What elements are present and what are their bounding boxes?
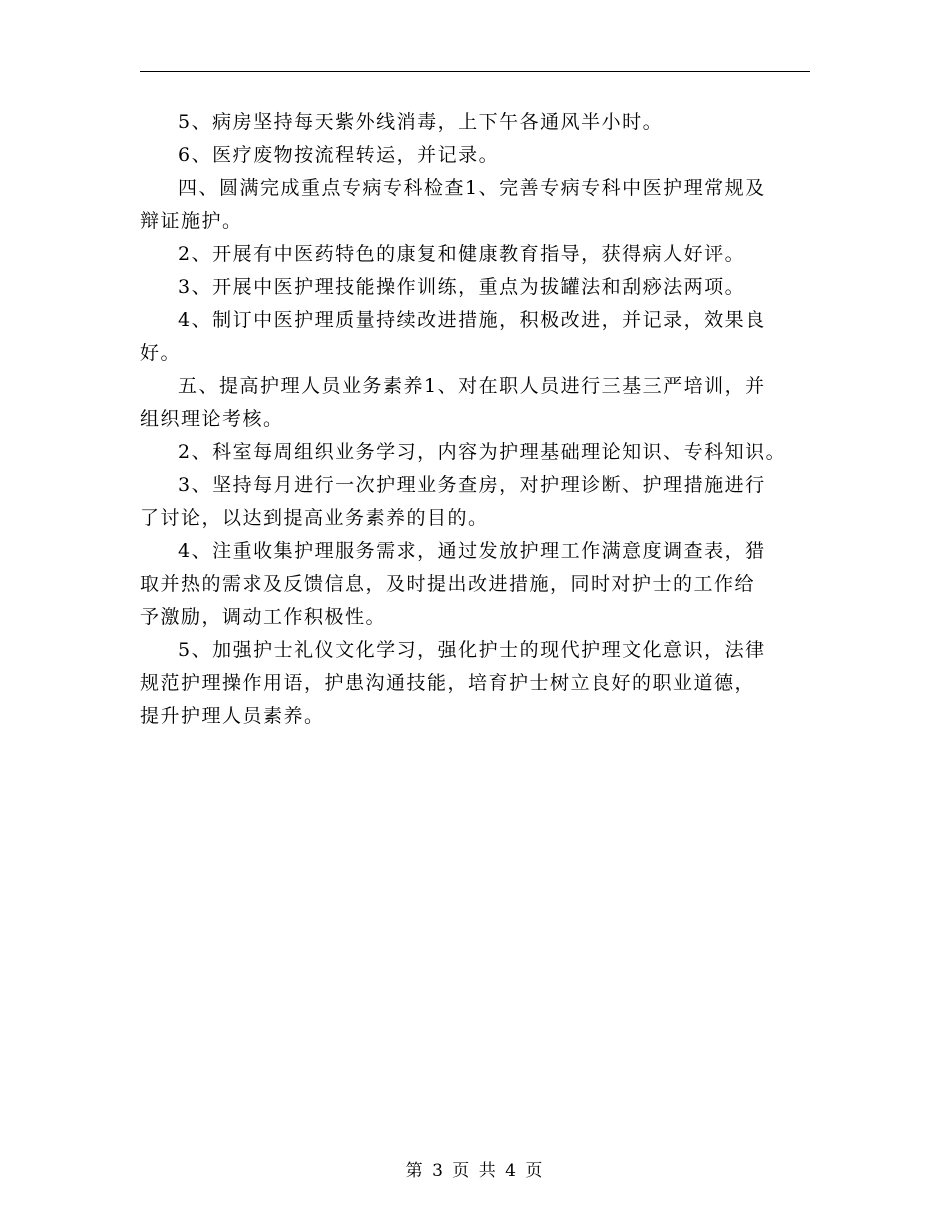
- paragraph: [140, 535, 820, 634]
- paragraph-line: 2、开展有中医药特色的康复和健康教育指导，获得病人好评。: [178, 243, 746, 265]
- paragraph-line: 6、医疗废物按流程转运，并记录。: [178, 144, 500, 166]
- paragraph-line: 3、坚持每月进行一次护理业务查房，对护理诊断、护理措施进行: [178, 474, 766, 496]
- paragraph-line: 5、加强护士礼仪文化学习，强化护士的现代护理文化意识，法律: [178, 639, 766, 661]
- paragraph-line: 提升护理人员素养。: [140, 705, 325, 727]
- paragraph: [140, 304, 820, 370]
- page-number-footer: 第 3 页 共 4 页: [405, 1161, 545, 1181]
- paragraph: [140, 436, 820, 469]
- paragraph-line: 5、病房坚持每天紫外线消毒，上下午各通风半小时。: [178, 111, 664, 133]
- paragraph-line: 4、注重收集护理服务需求，通过发放护理工作满意度调查表，猎: [178, 540, 766, 562]
- paragraph-line: 好。: [140, 342, 182, 364]
- paragraph-line: 了讨论，以达到提高业务素养的目的。: [140, 507, 489, 529]
- paragraph: [140, 238, 820, 271]
- document-body: [140, 106, 820, 733]
- paragraph-line: 辩证施护。: [140, 210, 243, 232]
- paragraph: [140, 271, 820, 304]
- paragraph: [140, 106, 820, 139]
- paragraph-line: 四、圆满完成重点专病专科检查1、完善专病专科中医护理常规及: [178, 177, 766, 199]
- section-heading-paragraph: [140, 172, 820, 238]
- paragraph: [140, 469, 820, 535]
- paragraph-line: 予激励，调动工作积极性。: [140, 606, 387, 628]
- paragraph-line: 取并热的需求及反馈信息，及时提出改进措施，同时对护士的工作给: [140, 573, 756, 595]
- header-rule: [140, 71, 810, 72]
- paragraph-line: 组织理论考核。: [140, 408, 284, 430]
- paragraph-line: 4、制订中医护理质量持续改进措施，积极改进，并记录，效果良: [178, 309, 766, 331]
- paragraph-line: 3、开展中医护理技能操作训练，重点为拔罐法和刮痧法两项。: [178, 276, 746, 298]
- paragraph: [140, 139, 820, 172]
- section-heading-paragraph: [140, 370, 820, 436]
- paragraph-line: 五、提高护理人员业务素养1、对在职人员进行三基三严培训，并: [178, 375, 766, 397]
- paragraph-line: 2、科室每周组织业务学习，内容为护理基础理论知识、专科知识。: [178, 441, 787, 463]
- paragraph: [140, 634, 820, 733]
- paragraph-line: 规范护理操作用语，护患沟通技能，培育护士树立良好的职业道德，: [140, 672, 756, 694]
